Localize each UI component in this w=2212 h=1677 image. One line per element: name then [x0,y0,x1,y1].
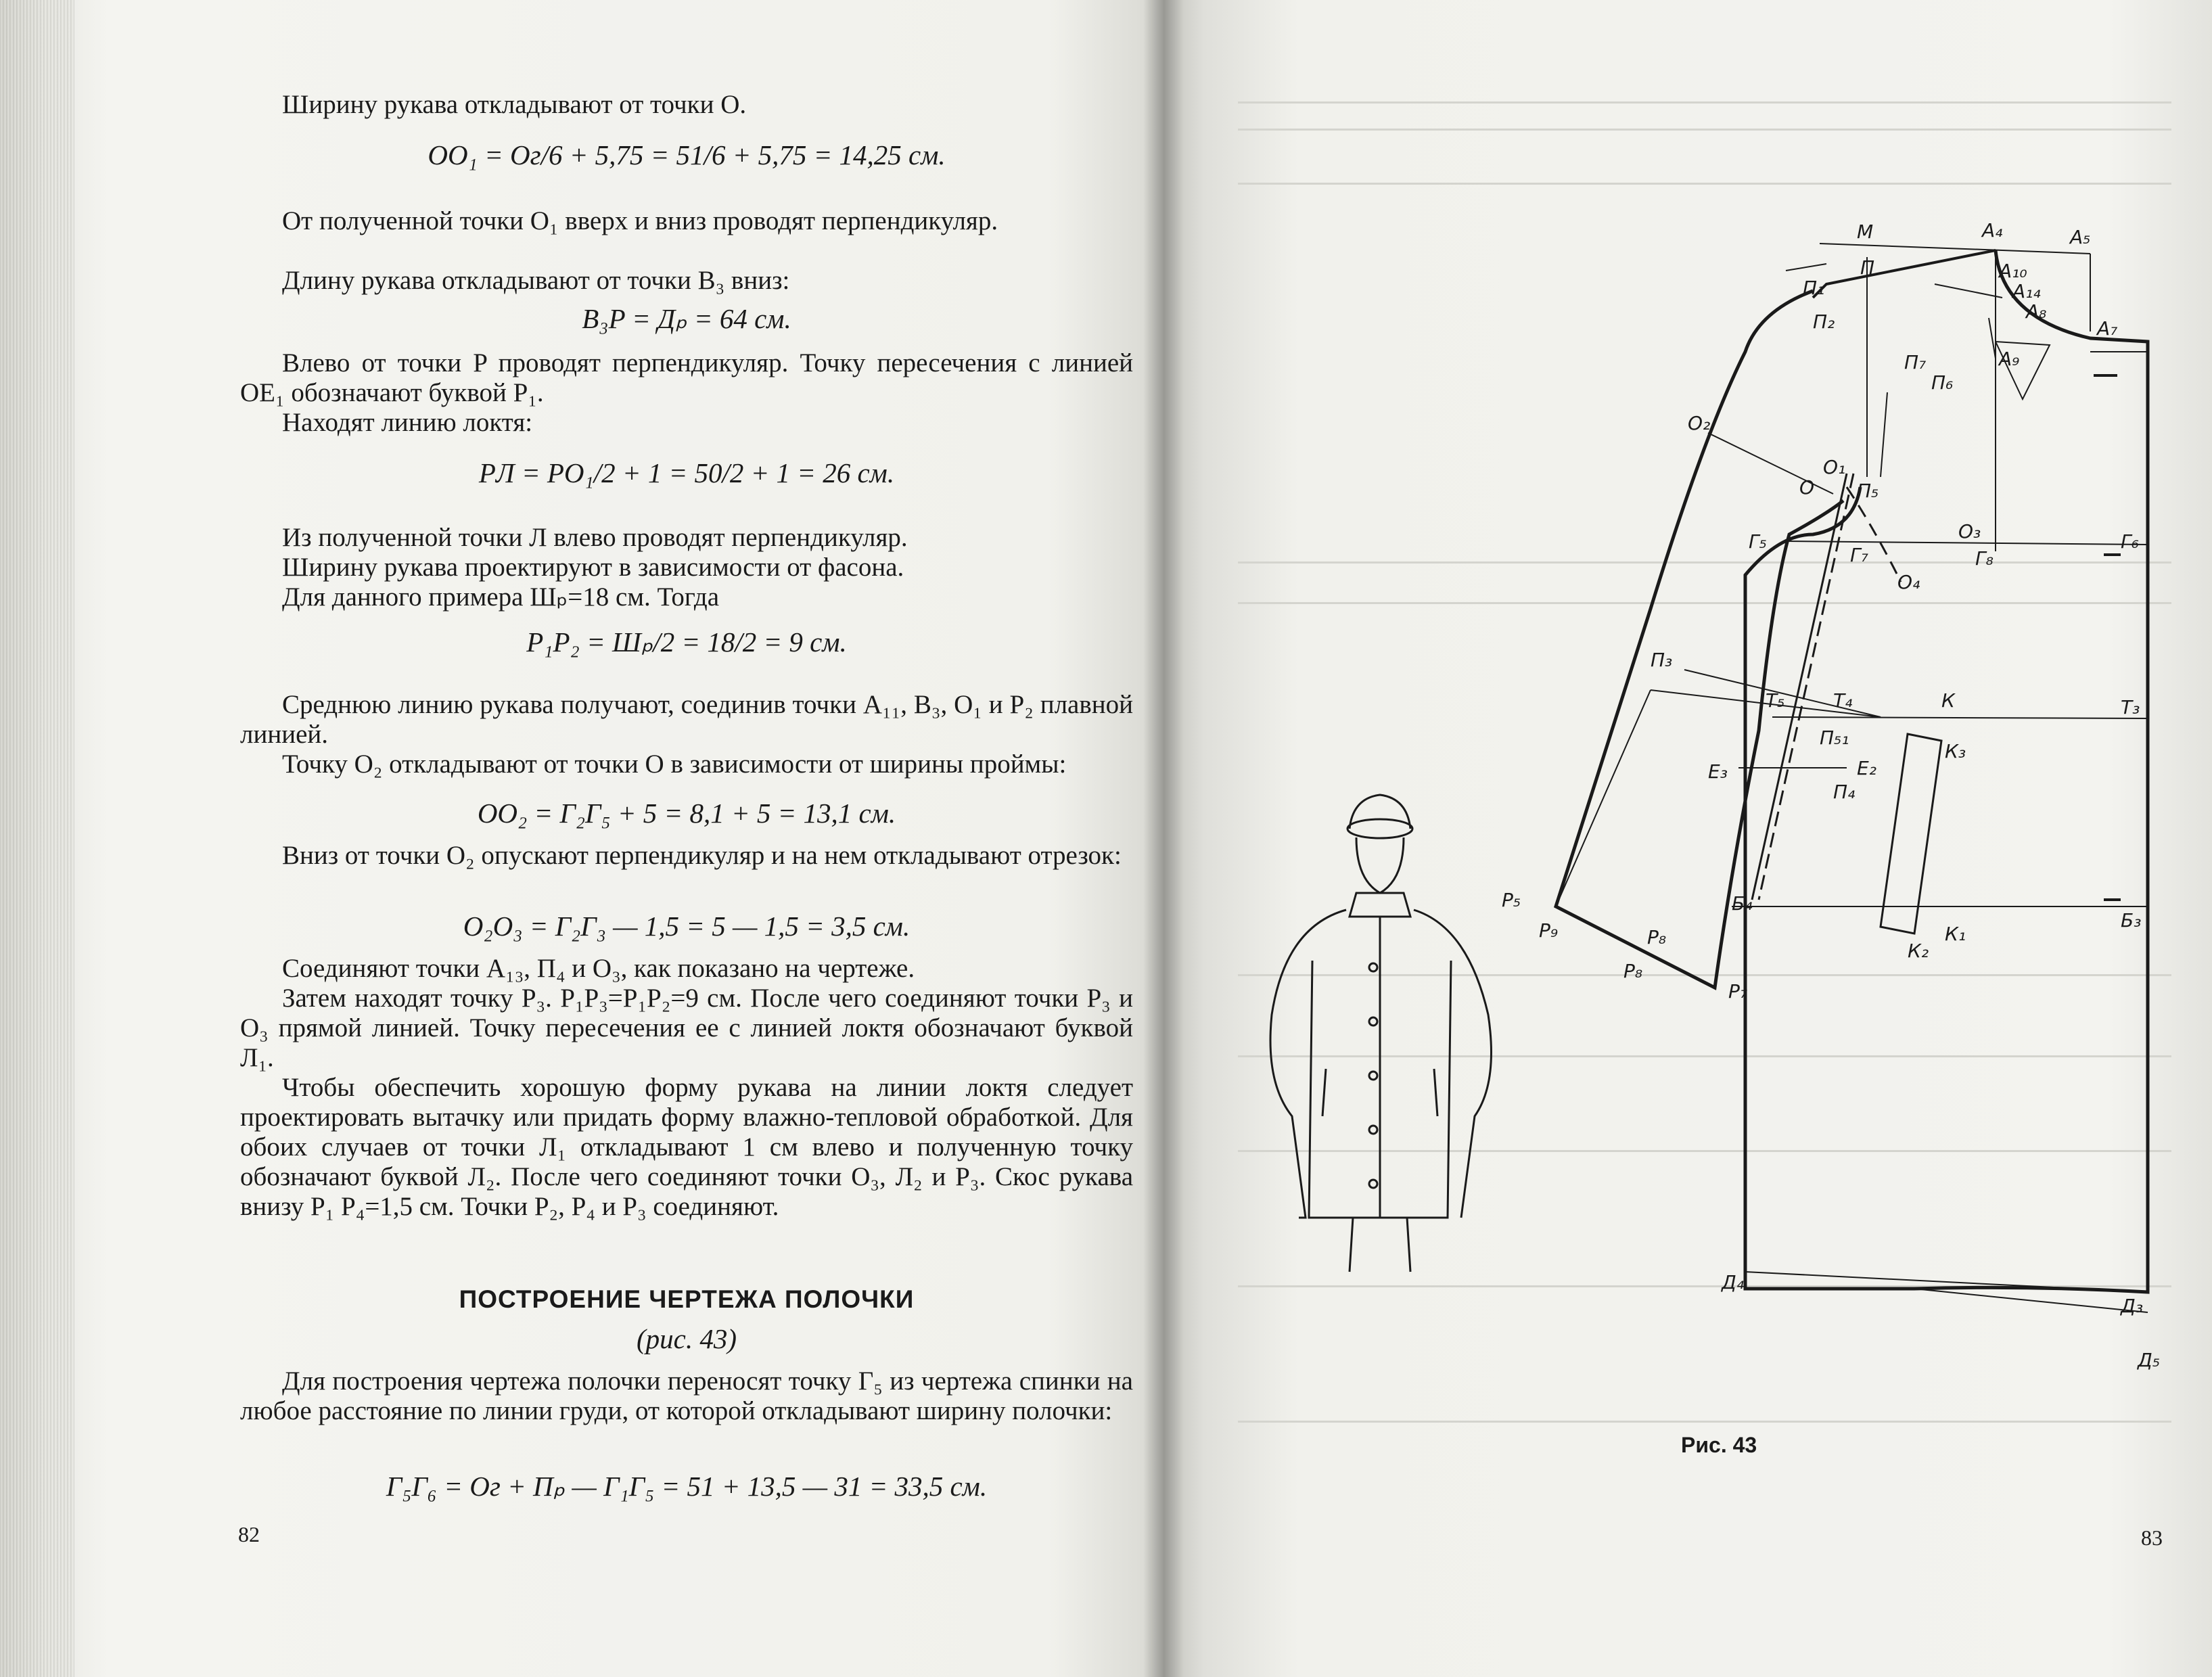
paragraph: Чтобы обеспечить хорошую форму рукава на линии локтя следует проектировать вытачку или придать форму влажно-тепловой обработкой. Для обоих случаев от точки Л₁ откладывают 1 см влево и полученную точку обозначают буквой Л₂. После чего соединяют точки O₃, Л₂ и P₃. Скос рукава внизу P₁ P₄=1,5 см. Точки P₂, P₄ и P₃ соединяют. [240,1073,1133,1221]
point-label: Д₃ [2121,1295,2144,1317]
point-label: Г₅ [1749,530,1767,553]
point-label: Б₃ [2121,909,2142,932]
point-label: Г₇ [1850,544,1868,566]
point-label: Р₈ [1647,926,1667,948]
paragraph: От полученной точки O₁ вверх и вниз проводят перпендикуляр. [282,206,998,235]
point-label: Г₆ [2121,530,2139,553]
page-number: 82 [238,1522,260,1546]
point-label: А₈ [2026,300,2047,323]
paragraph: Соединяют точки A₁₃, П₄ и O₃, как показано на чертеже. [282,954,915,983]
point-label: П₁ [1803,277,1825,299]
paragraph: Находят линию локтя: [282,408,533,437]
point-label: А₄ [1982,219,2003,242]
point-label: О [1799,476,1815,499]
coat-figure-illustration [1270,795,1492,1272]
point-label: А₇ [2097,317,2118,340]
point-label: Б₄ [1732,892,1753,915]
formula-pl: PЛ = PO₁/2 + 1 = 50/2 + 1 = 26 см. [478,457,895,488]
formula-g5g6: Г₅Г₆ = Oг + Пₚ — Г₁Г₅ = 51 + 13,5 — 31 = 33,5 см. [386,1471,988,1502]
page-number: 83 [2141,1525,2163,1550]
point-label: Т₅ [1766,689,1785,712]
point-label: Е₂ [1857,757,1876,779]
formula-oo2: OO₂ = Г₂Г₅ + 5 = 8,1 + 5 = 13,1 см. [477,798,896,829]
point-label: О₁ [1823,456,1846,478]
front-outline [1745,250,2148,1292]
figure-caption: Рис. 43 [1681,1433,1757,1457]
point-label: К₂ [1908,940,1929,962]
text-line: Ширину рукава откладывают от точки O. [282,90,747,119]
paragraph: Среднюю линию рукава получают, соединив точки A₁₁, B₃, O₁ и P₂ плавной линией. [240,690,1133,749]
point-label: П₇ [1904,351,1927,373]
paragraph: Вниз от точки O₂ опускают перпендикуляр и на нем откладывают отрезок: [282,841,1122,870]
section-heading: ПОСТРОЕНИЕ ЧЕРТЕЖА ПОЛОЧКИ [459,1285,915,1313]
formula-oo1: OO₁ = Oг/6 + 5,75 = 51/6 + 5,75 = 14,25 см. [428,139,946,170]
point-label: Р₇ [1728,980,1748,1003]
point-label: О₄ [1897,571,1920,593]
point-label: Р₅ [1502,889,1521,911]
point-label: Д₄ [1722,1271,1745,1293]
pocket [1881,734,1941,934]
formula-b3p: B₃P = Дₚ = 64 см. [582,303,791,334]
point-label: П₄ [1833,781,1856,803]
paragraph: Точку O₂ откладывают от точки O в зависимости от ширины проймы: [282,750,1067,779]
point-label: К [1941,689,1955,712]
point-label: Р₉ [1539,919,1559,942]
paragraph: Для данного примера Шₚ=18 см. Тогда [282,582,720,612]
point-label: Д₅ [2138,1349,2161,1371]
point-label: П₂ [1813,311,1835,333]
point-label: П₅₁ [1820,727,1849,749]
point-label: О₃ [1958,520,1981,543]
point-label: Е₃ [1708,760,1728,783]
point-label: М [1857,221,1874,243]
point-label: О₂ [1688,412,1711,434]
point-label: К₃ [1945,740,1966,762]
paragraph: Из полученной точки Л влево проводят перпендикуляр. [282,523,908,552]
paragraph: Ширину рукава проектируют в зависимости от фасона. [282,553,904,582]
figure-reference: (рис. 43) [636,1323,737,1354]
point-label: П₅ [1857,480,1879,502]
point-label: К₁ [1945,923,1966,945]
paragraph: Влево от точки P проводят перпендикуляр. Точку пересечения с линией OE₁ обозначают буквой P₁. [240,348,1133,407]
formula-p1p2: P₁P₂ = Шₚ/2 = 18/2 = 9 см. [526,626,847,658]
point-label: Т₃ [2121,696,2140,718]
point-label: А₁₀ [1999,260,2027,282]
paragraph: Для построения чертежа полочки переносят точку Г₅ из чертежа спинки на любое расстояние по линии груди, от которой откладывают ширину полочки: [240,1366,1133,1425]
paragraph: Затем находят точку P₃. P₁P₃=P₁P₂=9 см. После чего соединяют точки P₃ и O₃ прямой линией. Точку пересечения ее с линией локтя обозначают буквой Л₁. [240,984,1133,1072]
paragraph: Длину рукава откладывают от точки B₃ вниз: [282,266,790,295]
point-label: Г₈ [1975,547,1994,570]
formula-o2o3: O₂O₃ = Г₂Г₃ — 1,5 = 5 — 1,5 = 3,5 см. [463,911,911,942]
point-label: А₉ [1999,348,2020,370]
point-label: П₃ [1651,649,1673,671]
point-label: Р₈ [1623,960,1643,982]
point-label: Т₄ [1833,689,1853,712]
point-label: П₆ [1931,371,1954,394]
point-label: П [1860,256,1875,279]
point-label: А₅ [2070,226,2091,248]
point-label: А₁₄ [2012,280,2041,302]
